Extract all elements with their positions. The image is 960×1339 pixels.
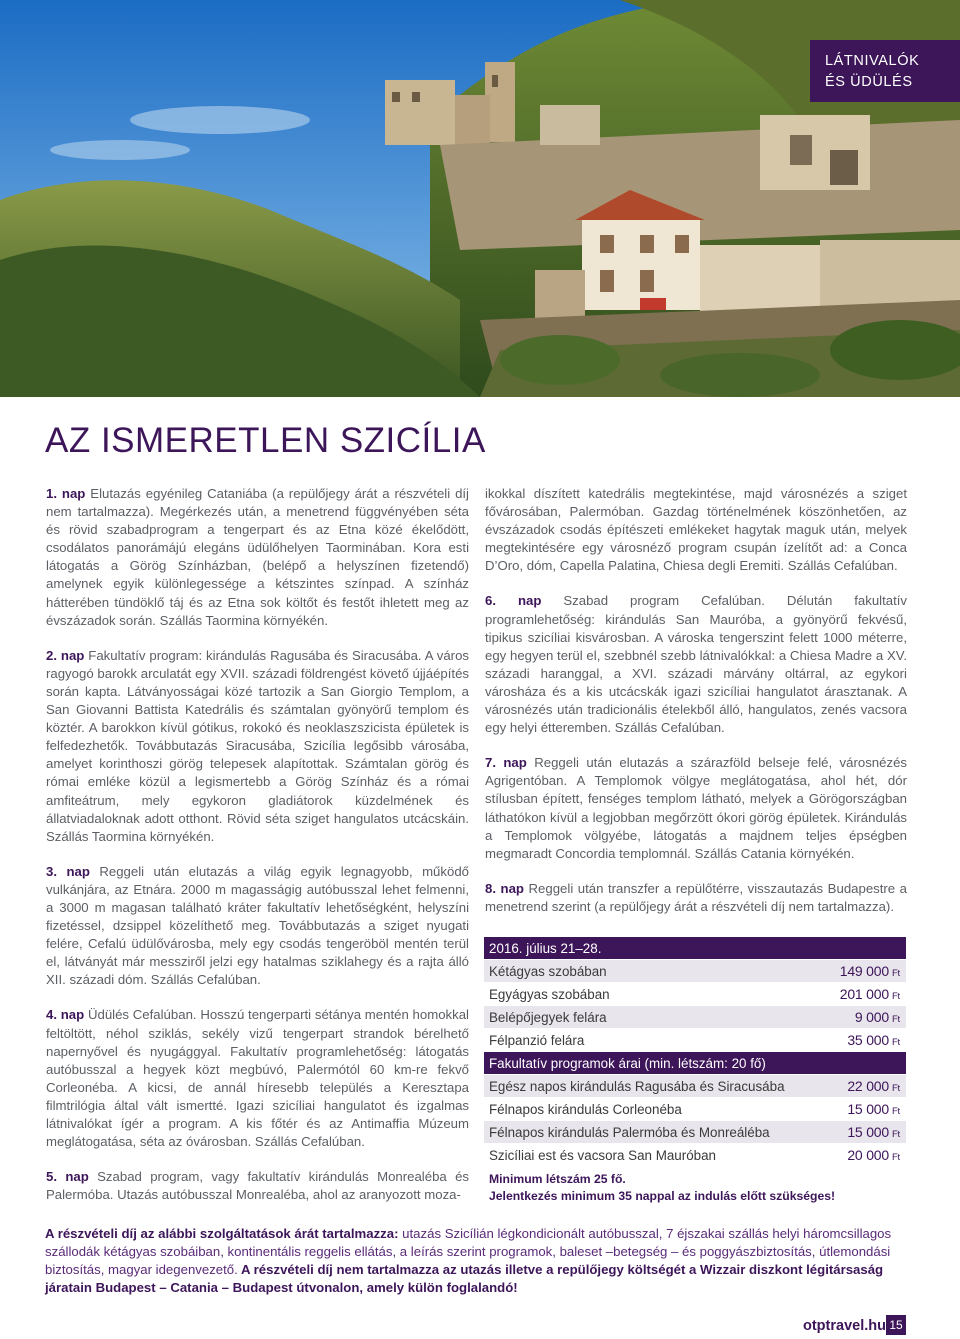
day-number: 6. nap bbox=[485, 593, 542, 609]
optional-programs-title: Fakultatív programok árai (min. létszám: 20 fő) bbox=[489, 1055, 766, 1071]
page-number: 15 bbox=[886, 1315, 906, 1335]
price-value: 15 000 bbox=[847, 1101, 889, 1117]
hero-photo bbox=[0, 0, 960, 397]
day-2 bbox=[46, 647, 469, 846]
day-text: Reggeli után transzfer a repülőtérre, visszautazás Budapestre a menetrend szerint (a repülőjegy árát a részvételi díj nem tartalmazza). bbox=[485, 880, 908, 914]
price-label: Kétágyas szobában bbox=[489, 963, 607, 979]
currency: Ft bbox=[891, 1129, 900, 1140]
day-text: Fakultatív program: kirándulás Ragusába és Siracusába. A város ragyogó barokk arculatát egy XVII. századi földrengést követő újjáépítés során kapta. Látványosságai közé tartozik a San Giorgio Templom, a San Giovanni Battista Katedrális és számtalan gyönyörű templom és köztér. A barokkon kívül gótikus, rokokó és neoklaszszicista épületek is felfedezhetők. Továbbutazás Siracusába, Szicília legősibb városába, amelyet korinthoszi görög telepesek alapítottak. Számtalan görög és római emléke közül a legismertebb a Görög Színház és a római amfiteátrum, mely egykoron gladiátorok küzdelmének és állatviadaloknak adott otthont. Rövid séta sziget hangulatos utcácskáin. Szállás Taormina környékén. bbox=[46, 647, 469, 844]
day-7 bbox=[485, 754, 907, 863]
price-row bbox=[484, 1029, 906, 1052]
price-label: Félpanzió felára bbox=[489, 1032, 585, 1048]
price-label: Egyágyas szobában bbox=[489, 986, 610, 1002]
currency: Ft bbox=[891, 1152, 900, 1163]
day-6 bbox=[485, 592, 907, 737]
day-number: 1. nap bbox=[46, 486, 86, 501]
day-number: 5. nap bbox=[46, 1169, 89, 1185]
day-5 bbox=[46, 1168, 469, 1204]
day-number: 3. nap bbox=[46, 863, 90, 879]
price-row bbox=[484, 1006, 906, 1029]
price-row bbox=[484, 960, 906, 983]
booking-deadline-note: Jelentkezés minimum 35 nappal az indulás előtt szükséges! bbox=[489, 1189, 836, 1203]
price-label: Szicíliai est és vacsora San Mauróban bbox=[489, 1147, 717, 1163]
day-text: Üdülés Cefalúban. Hosszú tengerparti sétánya mentén homokkal feltöltött, néhol sziklás, sekély vizű tengerpart strandok bérelhető napernyővel és nyugággyal. Fakultatív programlehetőség: látogatás autóbusszal a hegyek közt megbúvó, Palermótól 60 km-re fekvő Corleonéba. A kicsi, de annál híresebb település a Keresztapa filmtrilógia által vált ismertté. Igazi szicíliai hangulatot és izgalmas látnivalókat ígér a program. A kis főtér és az Antimaffia Múzeum meglátogatása, séta az óvárosban. Szállás Cefalúban. bbox=[46, 1007, 469, 1150]
optional-price-row bbox=[484, 1144, 906, 1167]
price-label: Félnapos kirándulás Palermóba és Monreáléba bbox=[489, 1124, 770, 1140]
inclusions-footnote bbox=[45, 1225, 915, 1297]
price-value: 20 000 bbox=[847, 1147, 889, 1163]
itinerary-left-column bbox=[46, 485, 469, 1221]
day-text: Szabad program, vagy fakultatív kirándulás Monrealéba és Palermóba. Utazás autóbusszal Monrealéba, ahol az aranyozott moza- bbox=[46, 1169, 470, 1203]
currency: Ft bbox=[891, 968, 900, 979]
day-number: 4. nap bbox=[46, 1007, 85, 1023]
day-text: Reggeli után elutazás a szárazföld belseje felé, városnézés Agrigentóban. A Templomok völgye meglátogatása, ahol hét, dór stílusban épített, fenséges templom látható, melyek a Görögországban láthatókon kívül a legjobban megőrzött ókori görög épületek. Kirándulás a Templomok völgyébe, látogatás a majdnem teljes épségben megmaradt Concordia templomnál. Szállás Catania környékén. bbox=[485, 755, 907, 861]
inclusions-body: utazás Szicílián légkondicionált autóbusszal, 7 éjszakai szállás helyi háromcsillagos szállodák kétágyas szobáiban, kontinentális reggelis ellátás, a leírás szerint programok, baleset –betegség – és poggyászbiztosítás, útlemondási biztosítás, magyar idegenvezető. bbox=[45, 1226, 892, 1277]
inclusions-lead: A részvételi díj az alábbi szolgáltatások árát tartalmazza: bbox=[45, 1226, 399, 1241]
currency: Ft bbox=[891, 1037, 900, 1048]
exclusions-note: A részvételi díj nem tartalmazza az utazás illetve a repülőjegy költségét a Wizzair diszkont légitársaság járatain Budapest – Catania – Budapest útvonalon, amely külön foglalandó! bbox=[45, 1262, 884, 1295]
price-value: 22 000 bbox=[847, 1078, 889, 1094]
currency: Ft bbox=[891, 991, 900, 1002]
price-notes bbox=[484, 1171, 906, 1205]
travel-dates: 2016. július 21–28. bbox=[489, 940, 602, 956]
itinerary-right-column bbox=[485, 485, 907, 933]
price-value: 15 000 bbox=[847, 1124, 889, 1140]
currency: Ft bbox=[891, 1106, 900, 1117]
day-text: Szabad program Cefalúban. Délután fakultatív programlehetőség: kirándulás San Mauróba, a gyönyörű fekvésű, tipikus szicíliai kisvárosban. A városka tengerszint felett 1000 méterre, egy hegyen terül el, szebbnél szebb látnivalókkal: a Chiesa Madre a XV. századi haranggal, a XVI. századi márvány oltárral, az egykori városháza és a kis utcácskák igazi szicíliai hangulatot árasztanak. A városnézés után tradicionális ételekből álló, hangulatos, zenés vacsora egy helyi étteremben. Szállás Cefalúban. bbox=[485, 593, 907, 736]
price-value: 9 000 bbox=[854, 1009, 889, 1025]
optional-price-row bbox=[484, 1098, 906, 1121]
price-label: Egész napos kirándulás Ragusába és Siracusába bbox=[489, 1078, 785, 1094]
day-text: ikokkal díszített katedrális megtekintése, majd városnézés a sziget fővárosában, Palermóban. Gazdag történelmének köszönhetően, az évszázadok csodás építészeti emlékeket hagytak maguk után, melyek megtekintésére egy városnéző program csupán ízelítőt ad: a Conca D’Oro, dóm, Capella Palatina, Chiesa degli Eremiti. Szállás Cefalúban. bbox=[485, 486, 907, 574]
day-8 bbox=[485, 880, 907, 916]
price-table-header bbox=[484, 937, 906, 960]
price-label: Félnapos kirándulás Corleonéba bbox=[489, 1101, 682, 1117]
price-value: 201 000 bbox=[839, 986, 889, 1002]
day-number: 7. nap bbox=[485, 755, 527, 771]
category-tag bbox=[810, 40, 960, 102]
category-tag-line-1: LÁTNIVALÓK bbox=[825, 53, 920, 69]
price-table bbox=[484, 937, 906, 1205]
day-text: Elutazás egyénileg Cataniába (a repülőjegy árát a részvételi díj nem tartalmazza). Megérkezés után, a menetrend függvényében séta és rövid szabadprogram a tengerpart és az Etna közé ékelődött, csodálatos panorámájú elegáns üdülőhelyen Taorminában. Kora esti látogatás a Görög Színházban, (belépő a helyszínen fizetendő) amelynek egyik különlegessége a kétszintes színpad. A színház hátterében tündöklő táj és az Etna sok költőt és festőt ihletett meg az évszázadok során. Szállás Taormina környékén. bbox=[46, 486, 469, 628]
day-text: Reggeli után elutazás a világ egyik legnagyobb, működő vulkánjára, az Etnára. 2000 m magasságig autóbusszal lehet felmenni, a 3000 m magasan található kráter fakultatív lehetőségként, helyszíni fizetéssel, dzsippel közelíthető meg. Továbbutazás a sziget nyugati felére, Cefalú üdülővárosba, mely egy csodás tengeröböl mentén terül el, látványát már messziről jelzi egy hatalmas sziklahegy és a rajta álló XII. századi dóm. Szállás Cefalúban. bbox=[46, 863, 469, 988]
price-row bbox=[484, 983, 906, 1006]
currency: Ft bbox=[891, 1014, 900, 1025]
category-tag-line-2: ÉS ÜDÜLÉS bbox=[825, 74, 913, 90]
day-number: 8. nap bbox=[485, 880, 524, 896]
day-5-continued bbox=[485, 485, 907, 575]
brand-url[interactable]: otptravel.hu bbox=[803, 1318, 886, 1334]
price-value: 35 000 bbox=[847, 1032, 889, 1048]
day-number: 2. nap bbox=[46, 647, 85, 663]
page-title: AZ ISMERETLEN SZICÍLIA bbox=[45, 421, 486, 460]
day-4 bbox=[46, 1006, 469, 1151]
price-value: 149 000 bbox=[839, 963, 889, 979]
optional-programs-header bbox=[484, 1052, 906, 1075]
optional-price-row bbox=[484, 1121, 906, 1144]
optional-price-row bbox=[484, 1075, 906, 1098]
currency: Ft bbox=[891, 1083, 900, 1094]
day-1 bbox=[46, 485, 469, 630]
day-3 bbox=[46, 863, 469, 990]
price-label: Belépőjegyek felára bbox=[489, 1009, 607, 1025]
minimum-participants-note: Minimum létszám 25 fő. bbox=[489, 1172, 626, 1186]
